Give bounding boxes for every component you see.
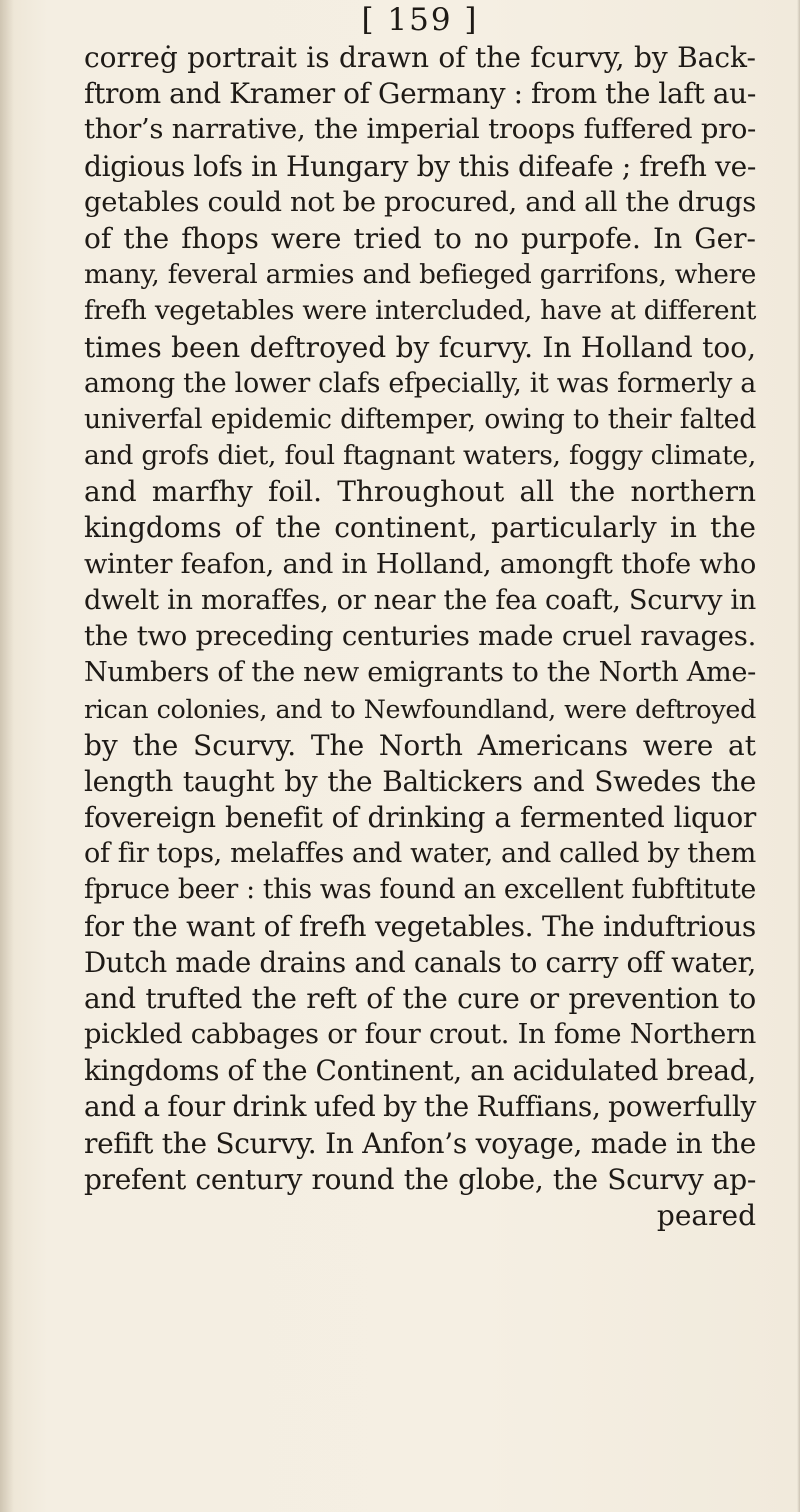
text-line: digious lofs in Hungary by this difeafe ; frefh ve- bbox=[84, 149, 756, 183]
text-line: kingdoms of the Continent, an acidulated bread, bbox=[84, 1054, 756, 1088]
text-line: rican colonies, and to Newfoundland, were deftroyed bbox=[84, 694, 756, 725]
text-line: thor’s narrative, the imperial troops fuffered pro- bbox=[84, 114, 756, 146]
text-line: kingdoms of the continent, particularly in the bbox=[84, 511, 756, 545]
catchword: peared bbox=[656, 1199, 756, 1232]
spine-shadow bbox=[0, 0, 14, 1512]
text-line: many, feveral armies and befieged garrifons, where bbox=[84, 260, 756, 291]
text-line: correġ portrait is drawn of the fcurvy, by Back- bbox=[84, 41, 756, 74]
text-line: and marfhy foil. Throughout all the northern bbox=[84, 475, 756, 509]
text-line: Numbers of the new emigrants to the North Ame- bbox=[84, 657, 756, 689]
text-line: fpruce beer : this was found an excellent fubftitute bbox=[84, 874, 756, 906]
text-line: times been deftroyed by fcurvy. In Holland too, bbox=[84, 330, 756, 364]
text-line: getables could not be procured, and all the drugs bbox=[84, 186, 756, 218]
text-line: and a four drink ufed by the Ruffians, powerfully bbox=[84, 1090, 756, 1124]
text-line: by the Scurvy. The North Americans were at bbox=[84, 728, 756, 762]
text-line: prefent century round the globe, the Scurvy ap- bbox=[84, 1162, 756, 1196]
text-line: refift the Scurvy. In Anfon’s voyage, made in the bbox=[84, 1126, 756, 1160]
text-line: the two preceding centuries made cruel ravages. bbox=[84, 621, 756, 652]
text-line: and grofs diet, foul ftagnant waters, foggy climate, bbox=[84, 440, 756, 472]
text-line: frefh vegetables were intercluded, have at different bbox=[84, 296, 756, 327]
text-line: dwelt in moraffes, or near the fea coaft, Scurvy in bbox=[84, 584, 756, 616]
text-line: and trufted the reft of the cure or prevention to bbox=[84, 981, 756, 1015]
text-line: length taught by the Baltickers and Swedes the bbox=[84, 764, 756, 798]
text-line: pickled cabbages or four crout. In fome Northern bbox=[84, 1019, 756, 1051]
page-number: [ 159 ] bbox=[361, 2, 479, 38]
text-line: for the want of frefh vegetables. The induftrious bbox=[84, 909, 756, 943]
text-line: among the lower clafs efpecially, it was formerly a bbox=[84, 367, 756, 399]
body-text bbox=[84, 40, 756, 1234]
text-line: of fir tops, melaffes and water, and called by them bbox=[84, 838, 756, 870]
text-line: Dutch made drains and canals to carry off water, bbox=[84, 945, 756, 979]
text-line: ftrom and Kramer of Germany : from the laft au- bbox=[84, 77, 756, 111]
text-line: winter feafon, and in Holland, amongft thofe who bbox=[84, 548, 756, 580]
text-line: fovereign benefit of drinking a fermented liquor bbox=[84, 800, 756, 834]
text-line: of the fhops were tried to no purpofe. In Ger- bbox=[84, 221, 756, 255]
text-line: univerfal epidemic diftemper, owing to their falted bbox=[84, 403, 756, 435]
